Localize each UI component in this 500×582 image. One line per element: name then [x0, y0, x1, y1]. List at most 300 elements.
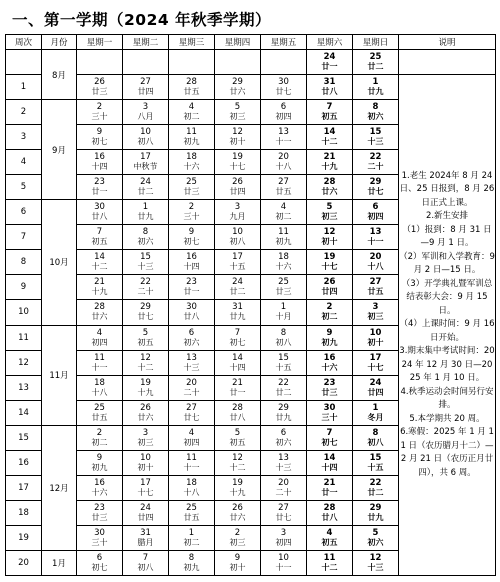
week-number: 4 [6, 150, 42, 175]
day-cell [77, 150, 123, 175]
note-item: 1.老生 2024年 8 月 24 日、25 日报到，8 月 26 日正式上课。 [399, 170, 495, 208]
week-row [6, 50, 496, 75]
day-cell [307, 500, 353, 525]
week-number: 13 [6, 375, 42, 400]
lunar-date: 十六 [321, 362, 338, 372]
solar-date: 30 [323, 402, 336, 413]
solar-date: 8 [372, 427, 379, 438]
lunar-date: 廿五 [183, 87, 200, 97]
lunar-date: 廿三 [91, 512, 108, 522]
day-cell [169, 425, 215, 450]
solar-date: 14 [323, 452, 336, 463]
lunar-date: 廿三 [321, 387, 338, 397]
day-cell [215, 375, 261, 400]
solar-date: 9 [96, 127, 103, 138]
day-cell [169, 175, 215, 200]
lunar-date: 廿六 [321, 187, 338, 197]
month-label: 8月 [42, 50, 77, 100]
lunar-date: 廿七 [183, 412, 200, 422]
day-cell [261, 500, 307, 525]
lunar-date: 十三 [367, 562, 384, 572]
lunar-date: 十七 [367, 362, 384, 372]
lunar-date: 初七 [91, 562, 108, 572]
lunar-date: 初十 [367, 337, 384, 347]
lunar-date: 初八 [367, 437, 384, 447]
lunar-date: 十六 [183, 162, 200, 172]
solar-date: 25 [94, 402, 105, 413]
lunar-date: 十九 [229, 487, 246, 497]
day-cell [215, 325, 261, 350]
lunar-date: 廿九 [367, 512, 384, 522]
lunar-date: 初二 [91, 437, 108, 447]
solar-date: 10 [140, 452, 151, 463]
day-cell [353, 250, 399, 275]
lunar-date: 廿四 [137, 87, 154, 97]
page-title: 一、第一学期（2024 年秋季学期） [12, 11, 272, 29]
solar-date: 7 [96, 227, 103, 238]
day-cell [353, 375, 399, 400]
day-cell [215, 525, 261, 550]
solar-date: 29 [232, 77, 243, 88]
lunar-date: 廿八 [321, 512, 338, 522]
day-cell [353, 325, 399, 350]
week-number: 3 [6, 125, 42, 150]
lunar-date: 廿二 [137, 187, 154, 197]
solar-date: 24 [369, 377, 382, 388]
lunar-date: 初四 [183, 437, 200, 447]
day-cell [307, 375, 353, 400]
solar-date: 21 [94, 277, 105, 288]
lunar-date: 初四 [275, 537, 292, 547]
lunar-date: 初三 [367, 312, 384, 322]
header-tuesday: 星期二 [123, 35, 169, 50]
month-label: 1月 [42, 550, 77, 575]
day-cell [215, 125, 261, 150]
solar-date: 8 [280, 327, 287, 338]
day-cell [215, 50, 261, 75]
solar-date: 19 [232, 477, 243, 488]
lunar-date: 十八 [183, 487, 200, 497]
solar-date: 18 [94, 377, 105, 388]
solar-date: 1 [142, 202, 149, 213]
lunar-date: 廿五 [367, 287, 384, 297]
lunar-date: 初四 [275, 112, 292, 122]
solar-date: 22 [278, 377, 289, 388]
lunar-date: 初二 [275, 212, 292, 222]
header-saturday: 星期六 [307, 35, 353, 50]
lunar-date: 廿八 [91, 212, 108, 222]
lunar-date: 初二 [321, 312, 338, 322]
solar-date: 29 [369, 177, 382, 188]
day-cell [77, 500, 123, 525]
day-cell [123, 125, 169, 150]
day-cell [261, 325, 307, 350]
lunar-date: 二十 [275, 487, 292, 497]
lunar-date: 二十 [137, 287, 154, 297]
day-cell [215, 400, 261, 425]
header-wednesday: 星期三 [169, 35, 215, 50]
day-cell [169, 50, 215, 75]
lunar-date: 廿七 [367, 187, 384, 197]
day-cell [77, 200, 123, 225]
day-cell [169, 250, 215, 275]
day-cell [77, 425, 123, 450]
solar-date: 2 [326, 302, 333, 313]
lunar-date: 廿八 [183, 312, 200, 322]
day-cell [307, 250, 353, 275]
lunar-date: 初八 [275, 337, 292, 347]
solar-date: 12 [140, 352, 151, 363]
lunar-date: 十九 [137, 387, 154, 397]
solar-date: 21 [323, 477, 336, 488]
solar-date: 22 [140, 277, 151, 288]
solar-date: 31 [140, 527, 151, 538]
solar-date: 26 [140, 402, 151, 413]
day-cell [123, 100, 169, 125]
day-cell [261, 525, 307, 550]
solar-date: 25 [278, 277, 289, 288]
solar-date: 5 [234, 102, 241, 113]
day-cell [261, 350, 307, 375]
solar-date: 2 [96, 102, 103, 113]
lunar-date: 初七 [183, 237, 200, 247]
month-label: 10月 [42, 200, 77, 325]
lunar-date: 初九 [183, 562, 200, 572]
solar-date: 3 [280, 527, 287, 538]
solar-date: 14 [94, 252, 105, 263]
week-number: 10 [6, 300, 42, 325]
day-cell [215, 200, 261, 225]
lunar-date: 十七 [229, 162, 246, 172]
day-cell [123, 300, 169, 325]
solar-date: 12 [232, 452, 243, 463]
lunar-date: 初十 [229, 137, 246, 147]
solar-date: 11 [186, 452, 197, 463]
lunar-date: 初六 [183, 337, 200, 347]
lunar-date: 初五 [137, 337, 154, 347]
week-number [6, 50, 42, 75]
day-cell [215, 150, 261, 175]
day-cell [169, 275, 215, 300]
day-cell [123, 250, 169, 275]
solar-date: 12 [369, 552, 382, 563]
solar-date: 28 [323, 502, 336, 513]
day-cell [353, 50, 399, 75]
lunar-date: 初五 [321, 537, 338, 547]
solar-date: 1 [372, 77, 379, 88]
lunar-date: 初五 [321, 112, 338, 122]
lunar-date: 十五 [229, 262, 246, 272]
solar-date: 20 [186, 377, 197, 388]
solar-date: 13 [186, 352, 197, 363]
lunar-date: 十七 [321, 262, 338, 272]
lunar-date: 十四 [229, 362, 246, 372]
lunar-date: 初三 [137, 437, 154, 447]
day-cell [169, 125, 215, 150]
solar-date: 30 [278, 77, 289, 88]
lunar-date: 初八 [229, 237, 246, 247]
header-thursday: 星期四 [215, 35, 261, 50]
note-item: （4）上课时间：9 月 16 日开始。 [399, 319, 495, 343]
day-cell [77, 550, 123, 575]
lunar-date: 十一 [275, 137, 292, 147]
lunar-date: 初二 [183, 112, 200, 122]
day-cell [307, 525, 353, 550]
solar-date: 25 [186, 177, 197, 188]
solar-date: 28 [232, 402, 243, 413]
solar-date: 6 [96, 552, 103, 563]
week-number: 19 [6, 525, 42, 550]
day-cell [307, 400, 353, 425]
solar-date: 9 [96, 452, 103, 463]
week-number: 15 [6, 425, 42, 450]
day-cell [169, 475, 215, 500]
lunar-date: 廿一 [229, 387, 246, 397]
day-cell [169, 200, 215, 225]
solar-date: 27 [186, 402, 197, 413]
week-number: 16 [6, 450, 42, 475]
solar-date: 24 [140, 502, 151, 513]
solar-date: 4 [188, 427, 195, 438]
note-item: 5.本学期共 20 周。 [409, 413, 485, 424]
lunar-date: 十二 [321, 562, 338, 572]
day-cell [353, 350, 399, 375]
day-cell [353, 450, 399, 475]
lunar-date: 初十 [137, 462, 154, 472]
lunar-date: 十九 [91, 287, 108, 297]
day-cell [261, 225, 307, 250]
lunar-date: 廿六 [229, 87, 246, 97]
solar-date: 23 [94, 502, 105, 513]
day-cell [353, 275, 399, 300]
solar-date: 31 [323, 77, 336, 88]
lunar-date: 初八 [137, 137, 154, 147]
lunar-date: 初八 [137, 562, 154, 572]
solar-date: 11 [186, 127, 197, 138]
solar-date: 17 [140, 477, 151, 488]
day-cell [123, 225, 169, 250]
lunar-date: 廿一 [321, 62, 338, 72]
week-number: 12 [6, 350, 42, 375]
note-item: 2.新生安排 [425, 211, 469, 222]
day-cell [261, 275, 307, 300]
day-cell [123, 275, 169, 300]
day-cell [215, 475, 261, 500]
day-cell [307, 450, 353, 475]
week-number: 1 [6, 75, 42, 100]
solar-date: 24 [140, 177, 151, 188]
lunar-date: 廿六 [137, 412, 154, 422]
solar-date: 18 [278, 252, 289, 263]
solar-date: 18 [186, 477, 197, 488]
lunar-date: 初四 [91, 337, 108, 347]
solar-date: 28 [186, 77, 197, 88]
lunar-date: 廿一 [183, 287, 200, 297]
day-cell [77, 125, 123, 150]
lunar-date: 中秋节 [133, 162, 158, 172]
lunar-date: 十四 [183, 262, 200, 272]
header-friday: 星期五 [261, 35, 307, 50]
lunar-date: 冬月 [367, 412, 384, 422]
lunar-date: 腊月 [137, 537, 154, 547]
week-number: 11 [6, 325, 42, 350]
solar-date: 31 [232, 302, 243, 313]
day-cell [307, 150, 353, 175]
solar-date: 13 [369, 227, 382, 238]
day-cell [123, 150, 169, 175]
note-item: （1）报到：8 月 31 日—9 月 1 日。 [402, 224, 492, 249]
day-cell [261, 425, 307, 450]
note-item: 6.寒假：2025 年 1 月 11 日（农历腊月十二）—2 月 21 日（农历正月廿四），共 6 周。 [400, 427, 494, 478]
day-cell [77, 375, 123, 400]
lunar-date: 廿四 [367, 387, 384, 397]
solar-date: 23 [94, 177, 105, 188]
lunar-date: 初三 [321, 212, 338, 222]
day-cell [353, 125, 399, 150]
solar-date: 2 [234, 527, 241, 538]
solar-date: 11 [94, 352, 105, 363]
day-cell [123, 450, 169, 475]
solar-date: 30 [94, 202, 105, 213]
solar-date: 20 [278, 477, 289, 488]
day-cell [215, 500, 261, 525]
lunar-date: 十二 [321, 137, 338, 147]
lunar-date: 十八 [91, 387, 108, 397]
day-cell [77, 300, 123, 325]
day-cell [169, 400, 215, 425]
header-notes: 说明 [399, 35, 496, 50]
day-cell [77, 250, 123, 275]
solar-date: 6 [280, 427, 287, 438]
lunar-date: 十一 [91, 362, 108, 372]
day-cell [353, 425, 399, 450]
day-cell [77, 275, 123, 300]
day-cell [261, 50, 307, 75]
day-cell [169, 225, 215, 250]
solar-date: 3 [142, 427, 149, 438]
lunar-date: 廿四 [229, 187, 246, 197]
day-cell [261, 475, 307, 500]
lunar-date: 廿九 [137, 212, 154, 222]
solar-date: 10 [278, 552, 289, 563]
day-cell [261, 100, 307, 125]
day-cell [353, 200, 399, 225]
solar-date: 3 [372, 302, 379, 313]
day-cell [77, 50, 123, 75]
solar-date: 25 [186, 502, 197, 513]
solar-date: 7 [326, 102, 333, 113]
day-cell [307, 200, 353, 225]
solar-date: 15 [140, 252, 151, 263]
lunar-date: 十二 [91, 262, 108, 272]
solar-date: 12 [232, 127, 243, 138]
lunar-date: 三十 [91, 112, 108, 122]
header-month: 月份 [42, 35, 77, 50]
day-cell [169, 450, 215, 475]
day-cell [261, 375, 307, 400]
lunar-date: 十二 [229, 462, 246, 472]
day-cell [77, 400, 123, 425]
lunar-date: 廿六 [91, 312, 108, 322]
solar-date: 5 [326, 202, 333, 213]
lunar-date: 三十 [321, 412, 338, 422]
solar-date: 26 [232, 502, 243, 513]
solar-date: 23 [186, 277, 197, 288]
solar-date: 16 [94, 152, 105, 163]
solar-date: 19 [232, 152, 243, 163]
lunar-date: 廿五 [91, 412, 108, 422]
solar-date: 1 [372, 402, 379, 413]
solar-date: 13 [278, 127, 289, 138]
day-cell [261, 175, 307, 200]
lunar-date: 廿五 [183, 512, 200, 522]
day-cell [169, 500, 215, 525]
solar-date: 27 [369, 277, 382, 288]
lunar-date: 廿七 [137, 312, 154, 322]
lunar-date: 十三 [137, 262, 154, 272]
lunar-date: 廿七 [275, 512, 292, 522]
solar-date: 24 [323, 52, 336, 63]
lunar-date: 廿五 [275, 187, 292, 197]
solar-date: 4 [188, 102, 195, 113]
solar-date: 27 [140, 77, 151, 88]
day-cell [77, 475, 123, 500]
solar-date: 6 [372, 202, 379, 213]
lunar-date: 初九 [91, 462, 108, 472]
lunar-date: 十四 [91, 162, 108, 172]
week-row [6, 75, 496, 100]
day-cell [353, 175, 399, 200]
lunar-date: 初九 [321, 337, 338, 347]
week-number: 9 [6, 275, 42, 300]
lunar-date: 初三 [229, 537, 246, 547]
day-cell [123, 350, 169, 375]
day-cell [215, 300, 261, 325]
day-cell [169, 325, 215, 350]
note-item: 4.秋季运动会时间另行安排。 [400, 386, 494, 411]
day-cell [307, 350, 353, 375]
lunar-date: 初十 [229, 562, 246, 572]
day-cell [307, 325, 353, 350]
lunar-date: 廿七 [275, 87, 292, 97]
solar-date: 5 [372, 527, 379, 538]
solar-date: 30 [94, 527, 105, 538]
day-cell [123, 325, 169, 350]
solar-date: 10 [232, 227, 243, 238]
lunar-date: 十八 [275, 162, 292, 172]
solar-date: 15 [369, 127, 382, 138]
solar-date: 26 [323, 277, 336, 288]
day-cell [353, 500, 399, 525]
solar-date: 13 [278, 452, 289, 463]
lunar-date: 八月 [137, 112, 154, 122]
day-cell [77, 525, 123, 550]
day-cell [307, 225, 353, 250]
day-cell [169, 75, 215, 100]
header-monday: 星期一 [77, 35, 123, 50]
solar-date: 22 [369, 152, 382, 163]
lunar-date: 初四 [367, 212, 384, 222]
day-cell [261, 300, 307, 325]
solar-date: 21 [232, 377, 243, 388]
day-cell [353, 550, 399, 575]
lunar-date: 初五 [91, 237, 108, 247]
lunar-date: 初六 [367, 537, 384, 547]
day-cell [215, 225, 261, 250]
lunar-date: 初六 [367, 112, 384, 122]
day-cell [215, 425, 261, 450]
solar-date: 12 [323, 227, 336, 238]
